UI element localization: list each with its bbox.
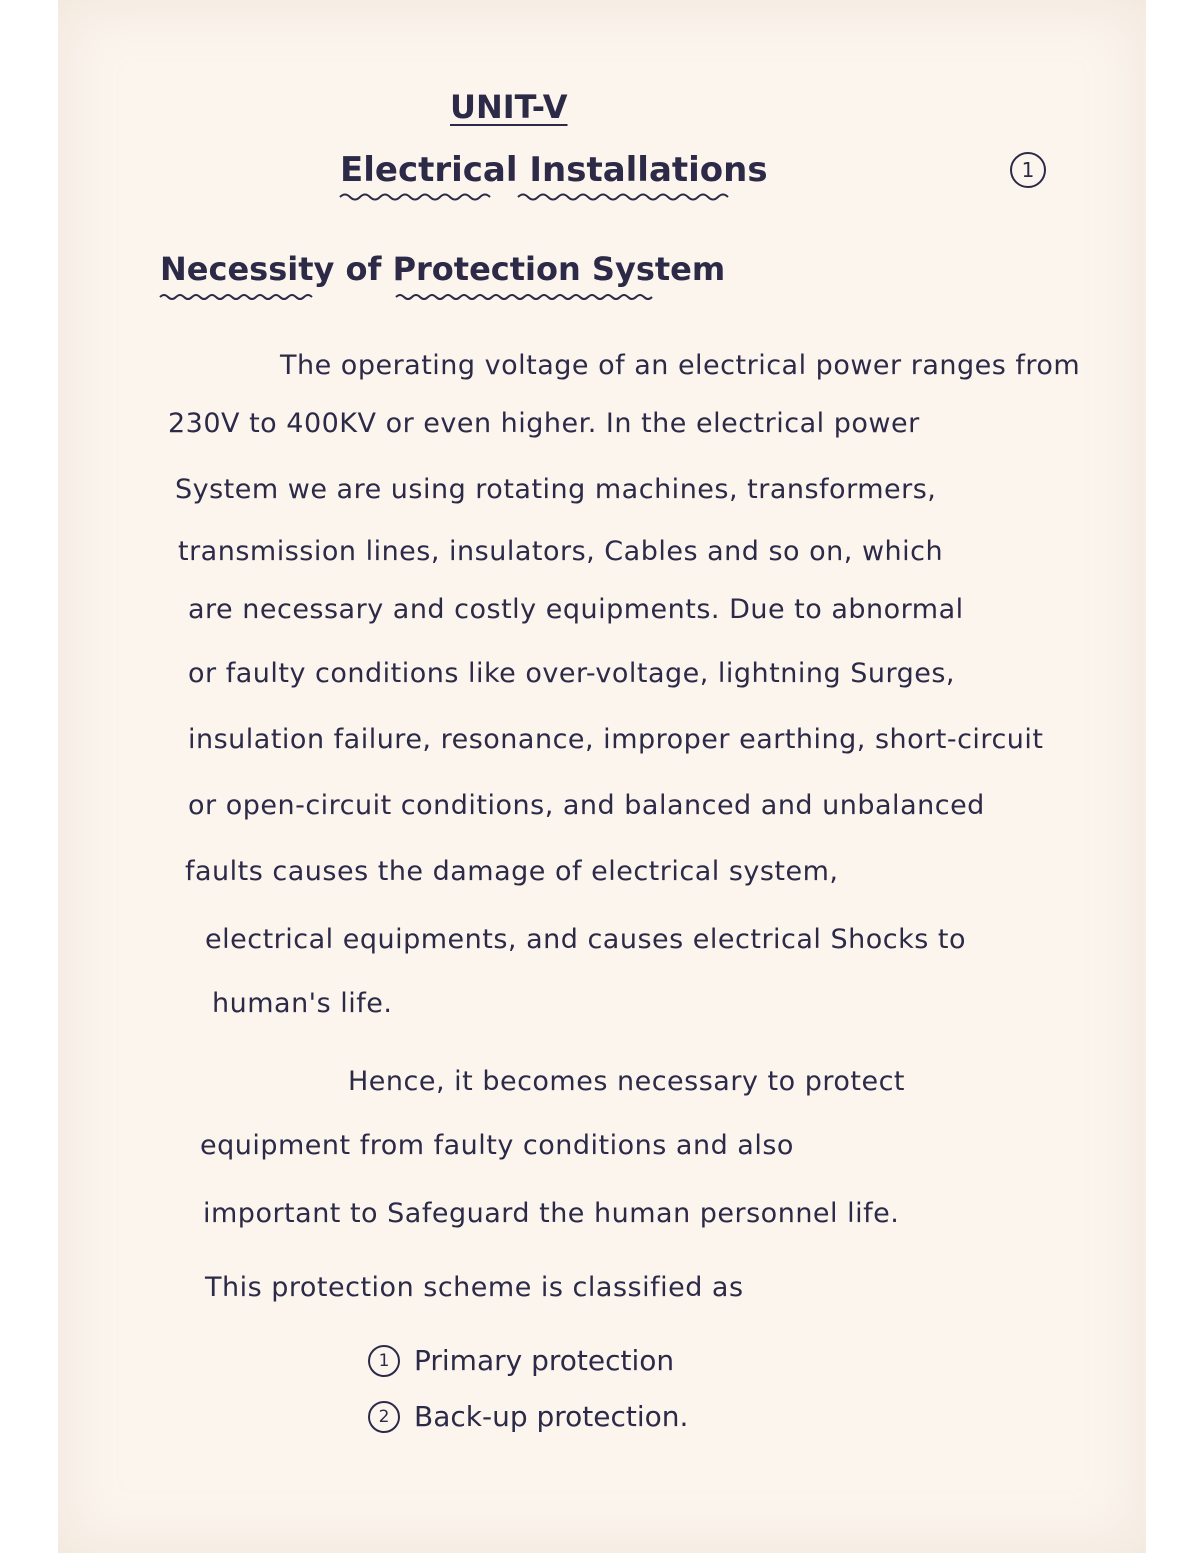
unit-title: UNIT-V [450, 88, 568, 126]
page-number-badge: 1 [1010, 152, 1046, 188]
list-item-text: Primary protection [414, 1344, 675, 1377]
paragraph-1-line-9: faults causes the damage of electrical system, [185, 856, 839, 887]
paragraph-1-line-8: or open-circuit conditions, and balanced and unbalanced [188, 790, 985, 821]
paragraph-1-line-7: insulation failure, resonance, improper earthing, short-circuit [188, 724, 1044, 755]
page-title: Electrical Installations [340, 150, 768, 190]
section-heading: Necessity of Protection System [160, 250, 726, 288]
heading-underline-squiggle [158, 292, 663, 302]
paragraph-2-line-2: equipment from faulty conditions and also [200, 1130, 794, 1161]
paragraph-1-line-3: System we are using rotating machines, transformers, [175, 474, 937, 505]
paragraph-1-line-10: electrical equipments, and causes electrical Shocks to [205, 924, 967, 955]
paragraph-2-line-3: important to Safeguard the human personnel life. [203, 1198, 900, 1229]
paragraph-1-line-1: The operating voltage of an electrical power ranges from [280, 350, 1081, 381]
list-item-backup-protection [368, 1400, 688, 1433]
paragraph-1-line-11: human's life. [212, 988, 393, 1019]
list-number-1: 1 [368, 1345, 400, 1377]
title-underline-squiggle [338, 192, 736, 202]
notebook-page [58, 0, 1148, 1553]
page-margin [1146, 0, 1200, 1553]
list-item-primary-protection [368, 1344, 674, 1377]
paragraph-1-line-4: transmission lines, insulators, Cables and so on, which [178, 536, 944, 567]
paragraph-2-line-4: This protection scheme is classified as [205, 1272, 744, 1303]
paragraph-1-line-5: are necessary and costly equipments. Due to abnormal [188, 594, 964, 625]
paragraph-1-line-2: 230V to 400KV or even higher. In the electrical power [168, 408, 920, 439]
list-number-2: 2 [368, 1401, 400, 1433]
paragraph-1-line-6: or faulty conditions like over-voltage, lightning Surges, [188, 658, 955, 689]
list-item-text: Back-up protection. [414, 1400, 689, 1433]
paragraph-2-line-1: Hence, it becomes necessary to protect [348, 1066, 905, 1097]
